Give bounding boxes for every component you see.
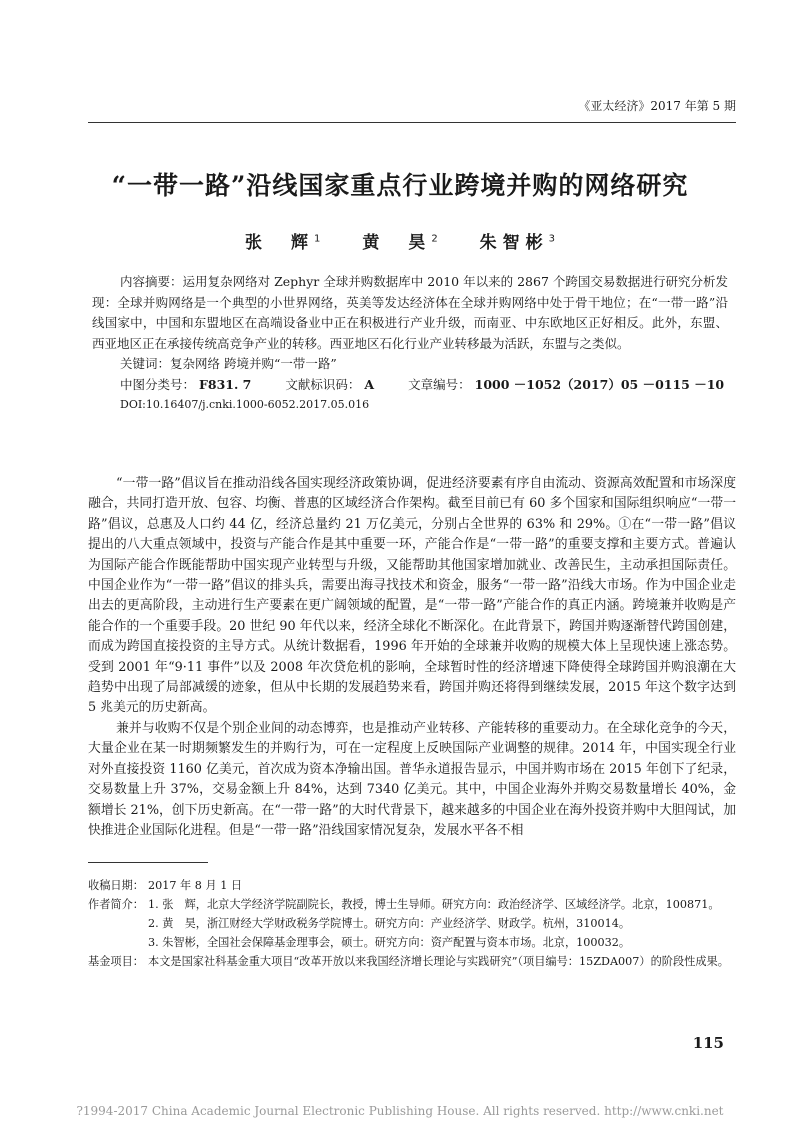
received-label: 收稿日期： <box>88 879 144 892</box>
body-text <box>88 474 736 841</box>
abstract <box>92 272 728 354</box>
body-paragraph-2: 兼并与收购不仅是个别企业间的动态博弈，也是推动产业转移、产能转移的重要动力。在全球化竞争的今天，大量企业在某一时期频繁发生的并购行为，可在一定程度上反映国际产业调整的规律。2014 年，中国实现全行业对外直接投资 1160 亿美元，首次成为资本净输出国。普华永道报告显示，中国并购市场在 2015 年创下了纪录，交易数量上升 37%，交易金额上升 84%，达到 7340 亿美元。其中，中国企业海外并购交易数量增长 40%，金额增长 21%，创下历史新高。在“一带一路”的大时代背景下，越来越多的中国企业在海外投资并购中大胆闯试，加快推进企业国际化进程。但是“一带一路”沿线国家情况复杂，发展水平各不相 <box>88 720 736 838</box>
bio-2: 2. 黄 昊，浙江财经大学财政税务学院博士。研究方向：产业经济学、财政学。杭州，310014。 <box>148 917 631 930</box>
classification-line <box>92 375 728 396</box>
bio-3: 3. 朱智彬，全国社会保障基金理事会，硕士。研究方向：资产配置与资本市场。北京，100032。 <box>148 936 631 949</box>
clc-label: 中图分类号： <box>120 376 196 392</box>
doc-code-label: 文献标识码： <box>285 376 361 392</box>
article-title: “一带一路”沿线国家重点行业跨境并购的网络研究 <box>111 171 689 200</box>
keywords-text: 复杂网络 跨境并购“一带一路” <box>170 356 337 371</box>
doi: DOI:10.16407/j.cnki.1000-6052.2017.05.016 <box>120 398 370 411</box>
author-1: 张 辉$^1$ <box>245 233 321 253</box>
author-2: 黄 昊$^2$ <box>362 233 438 253</box>
fund-info <box>88 952 736 971</box>
abstract-label: 内容摘要： <box>120 274 183 289</box>
doc-code-value: A <box>364 376 375 392</box>
article-number-label: 文章编号： <box>408 376 471 392</box>
bio-1: 1. 张 辉，北京大学经济学院副院长，教授，博士生导师。研究方向：政治经济学、区域经济学。北京，100871。 <box>148 898 720 911</box>
fund-value: 本文是国家社科基金重大项目“改革开放以来我国经济增长理论与实践研究”（项目编号：15ZDA007）的阶段性成果。 <box>148 955 729 968</box>
author-bio <box>88 895 736 914</box>
abstract-text: 运用复杂网络对 Zephyr 全球并购数据库中 2010 年以来的 2867 个跨国交易数据进行研究分析发现：全球并购网络是一个典型的小世界网络，英美等发达经济体在全球并购网络中处于骨干地位；在“一带一路”沿线国家中，中国和东盟地区在高端设备业中正在积极进行产业升级，而南亚、中东欧地区正好相反。此外，东盟、西亚地区正在承接传统高竞争产业的转移。西亚地区石化行业产业转移最为活跃，东盟与之类似。 <box>92 274 728 351</box>
page-number: 115 <box>692 1034 724 1052</box>
body-paragraph-1: “一带一路”倡议旨在推动沿线各国实现经济政策协调，促进经济要素有序自由流动、资源高效配置和市场深度融合，共同打造开放、包容、均衡、普惠的区域经济合作架构。截至目前已有 60 多个国家和国际组织响应“一带一路”倡议，总惠及人口约 44 亿，经济总量约 21 万亿美元，分别占全世界的 63% 和 29%。①在“一带一路”倡议提出的八大重点领域中，投资与产能合作是其中重要一环，产能合作是“一带一路”的重要支撑和主要方式。普遍认为国际产能合作既能帮助中国实现产业转型与升级，又能帮助其他国家增加就业、改善民生，主动承担国际责任。中国企业作为“一带一路”倡议的排头兵，需要出海寻找技术和资金，服务“一带一路”沿线大市场。作为中国企业走出去的更高阶段，主动进行生产要素在更广阔领域的配置，是“一带一路”产能合作的真正内涵。跨境兼并收购是产能合作的一个重要手段。20 世纪 90 年代以来，经济全球化不断深化。在此背景下，跨国并购逐渐替代跨国创建，而成为跨国直接投资的主导方式。从统计数据看，1996 年开始的全球兼并收购的规模大体上呈现快速上涨态势。受到 2001 年“9·11 事件”以及 2008 年次贷危机的影响，全球暂时性的经济增速下降使得全球跨国并购浪潮在大趋势中出现了局部减缓的迹象，但从中长期的发展趋势来看，跨国并购还将得到继续发展，2015 年这个数字达到 5 兆美元的历史新高。 <box>88 476 736 716</box>
clc-value: F831. 7 <box>199 376 252 392</box>
author-list <box>0 228 800 253</box>
author-3: 朱智彬$^3$ <box>479 233 555 253</box>
footnotes <box>88 876 736 971</box>
keywords-label: 关键词： <box>120 356 171 371</box>
keywords <box>92 354 728 375</box>
received-value: 2017 年 8 月 1 日 <box>148 879 243 892</box>
copyright-footer: ?1994-2017 China Academic Journal Electronic Publishing House. All rights reserved. http://www.cnki.net <box>76 1104 724 1118</box>
received-date <box>88 876 736 895</box>
article-number-value: 1000 －1052（2017）05 －0115 －10 <box>474 376 725 392</box>
journal-header: 《亚太经济》2017 年第 5 期 <box>578 99 736 113</box>
footnote-rule <box>88 862 208 863</box>
abstract-block <box>92 272 728 416</box>
bio-label: 作者简介： <box>88 898 144 911</box>
header-rule <box>88 122 736 123</box>
fund-label: 基金项目： <box>88 955 144 968</box>
